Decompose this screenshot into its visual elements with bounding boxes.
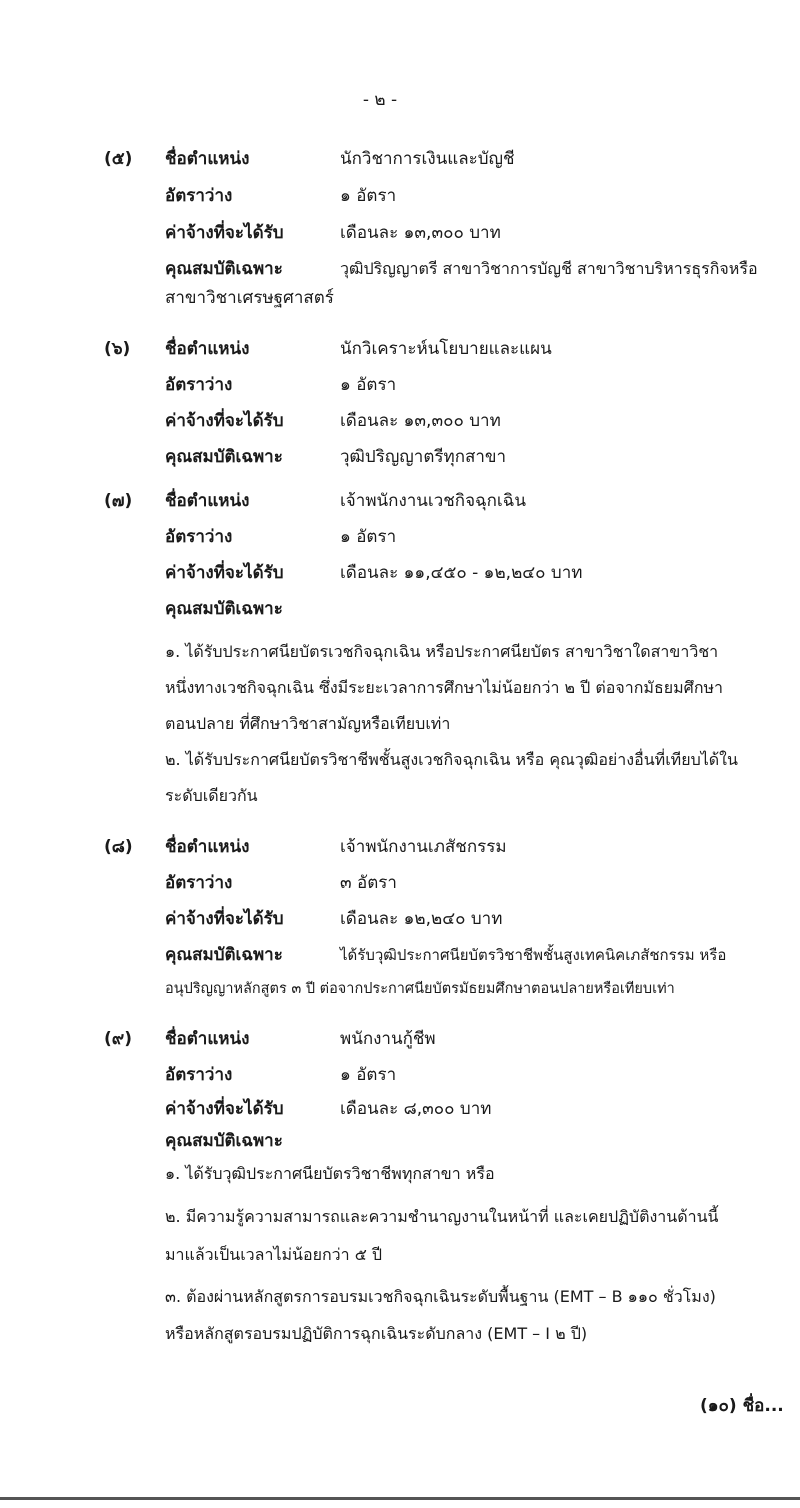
qualification-line: ๑. ได้รับวุฒิประกาศนียบัตรวิชาชีพทุกสาขา หรือ	[165, 1164, 495, 1183]
vacancy-value: ๓ อัตรา	[340, 873, 397, 893]
position-name-label: ชื่อตำแหน่ง	[165, 837, 250, 857]
section-number: (๗)	[104, 491, 133, 511]
vacancy-label: อัตราว่าง	[165, 375, 233, 395]
position-name-value: นักวิเคราะห์นโยบายและแผน	[340, 339, 552, 359]
wage-value: เดือนละ ๑๒,๒๔๐ บาท	[340, 909, 503, 929]
qualification-value: ได้รับวุฒิประกาศนียบัตรวิชาชีพชั้นสูงเทคนิคเภสัชกรรม หรือ	[340, 946, 727, 964]
vacancy-value: ๑ อัตรา	[340, 186, 397, 206]
position-name-label: ชื่อตำแหน่ง	[165, 1029, 250, 1049]
section-number: (๙)	[104, 1029, 132, 1049]
vacancy-value: ๑ อัตรา	[340, 375, 397, 395]
qualification-line: มาแล้วเป็นเวลาไม่น้อยกว่า ๕ ปี	[165, 1245, 383, 1264]
vacancy-label: อัตราว่าง	[165, 873, 233, 893]
qualification-label: คุณสมบัติเฉพาะ	[165, 945, 283, 965]
wage-label: ค่าจ้างที่จะได้รับ	[165, 563, 284, 583]
position-name-label: ชื่อตำแหน่ง	[165, 149, 250, 169]
qualification-line: ระดับเดียวกัน	[165, 786, 258, 805]
qualification-label: คุณสมบัติเฉพาะ	[165, 447, 283, 467]
qualification-line: หนึ่งทางเวชกิจฉุกเฉิน ซึ่งมีระยะเวลาการศึกษาไม่น้อยกว่า ๒ ปี ต่อจากมัธยมศึกษา	[165, 678, 724, 697]
section-number: (๘)	[104, 837, 133, 857]
section-number: (๖)	[104, 339, 131, 359]
vacancy-label: อัตราว่าง	[165, 1065, 233, 1085]
qualification-line: ๒. มีความรู้ความสามารถและความชำนาญงานในหน้าที่ และเคยปฏิบัติงานด้านนี้	[165, 1207, 719, 1226]
qualification-value: วุฒิปริญญาตรี สาขาวิชาการบัญชี สาขาวิชาบริหารธุรกิจหรือ	[340, 259, 758, 278]
qualification-line: ตอนปลาย ที่ศึกษาวิชาสามัญหรือเทียบเท่า	[165, 714, 451, 733]
page-bottom-border	[0, 1497, 800, 1500]
qualification-label: คุณสมบัติเฉพาะ	[165, 1131, 283, 1151]
position-name-value: พนักงานกู้ชีพ	[340, 1029, 436, 1049]
qualification-continuation: สาขาวิชาเศรษฐศาสตร์	[165, 288, 334, 308]
page-number: - ๒ -	[362, 90, 398, 110]
wage-value: เดือนละ ๑๑,๔๕๐ - ๑๒,๒๔๐ บาท	[340, 563, 583, 583]
wage-value: เดือนละ ๘,๓๐๐ บาท	[340, 1099, 492, 1119]
qualification-value: วุฒิปริญญาตรีทุกสาขา	[340, 447, 507, 467]
wage-value: เดือนละ ๑๓,๓๐๐ บาท	[340, 411, 501, 431]
position-name-value: เจ้าพนักงานเภสัชกรรม	[340, 837, 507, 857]
vacancy-label: อัตราว่าง	[165, 186, 233, 206]
vacancy-label: อัตราว่าง	[165, 527, 233, 547]
wage-label: ค่าจ้างที่จะได้รับ	[165, 909, 284, 929]
qualification-label: คุณสมบัติเฉพาะ	[165, 259, 283, 279]
qualification-line: ๒. ได้รับประกาศนียบัตรวิชาชีพชั้นสูงเวชกิจฉุกเฉิน หรือ คุณวุฒิอย่างอื่นที่เทียบได้ใน	[165, 750, 738, 769]
vacancy-value: ๑ อัตรา	[340, 527, 397, 547]
position-name-label: ชื่อตำแหน่ง	[165, 491, 250, 511]
qualification-list	[165, 634, 793, 814]
wage-label: ค่าจ้างที่จะได้รับ	[165, 223, 284, 243]
position-name-value: เจ้าพนักงานเวชกิจฉุกเฉิน	[340, 491, 526, 511]
qualification-line: ๑. ได้รับประกาศนียบัตรเวชกิจฉุกเฉิน หรือประกาศนียบัตร สาขาวิชาใดสาขาวิชา	[165, 642, 719, 661]
wage-label: ค่าจ้างที่จะได้รับ	[165, 1099, 284, 1119]
qualification-label: คุณสมบัติเฉพาะ	[165, 599, 283, 619]
qualification-line: ๓. ต้องผ่านหลักสูตรการอบรมเวชกิจฉุกเฉินระดับพื้นฐาน (EMT – B ๑๑๐ ชั่วโมง)	[165, 1287, 716, 1306]
position-name-value: นักวิชาการเงินและบัญชี	[340, 149, 515, 169]
vacancy-value: ๑ อัตรา	[340, 1065, 397, 1085]
wage-value: เดือนละ ๑๓,๓๐๐ บาท	[340, 223, 501, 243]
next-page-reference: (๑๐) ชื่อ...	[700, 1396, 784, 1416]
position-name-label: ชื่อตำแหน่ง	[165, 339, 250, 359]
qualification-line: หรือหลักสูตรอบรมปฏิบัติการฉุกเฉินระดับกลาง (EMT – I ๒ ปี)	[165, 1324, 588, 1343]
section-number: (๕)	[104, 149, 133, 169]
qualification-continuation: อนุปริญญาหลักสูตร ๓ ปี ต่อจากประกาศนียบัตรมัธยมศึกษาตอนปลายหรือเทียบเท่า	[165, 981, 675, 997]
wage-label: ค่าจ้างที่จะได้รับ	[165, 411, 284, 431]
